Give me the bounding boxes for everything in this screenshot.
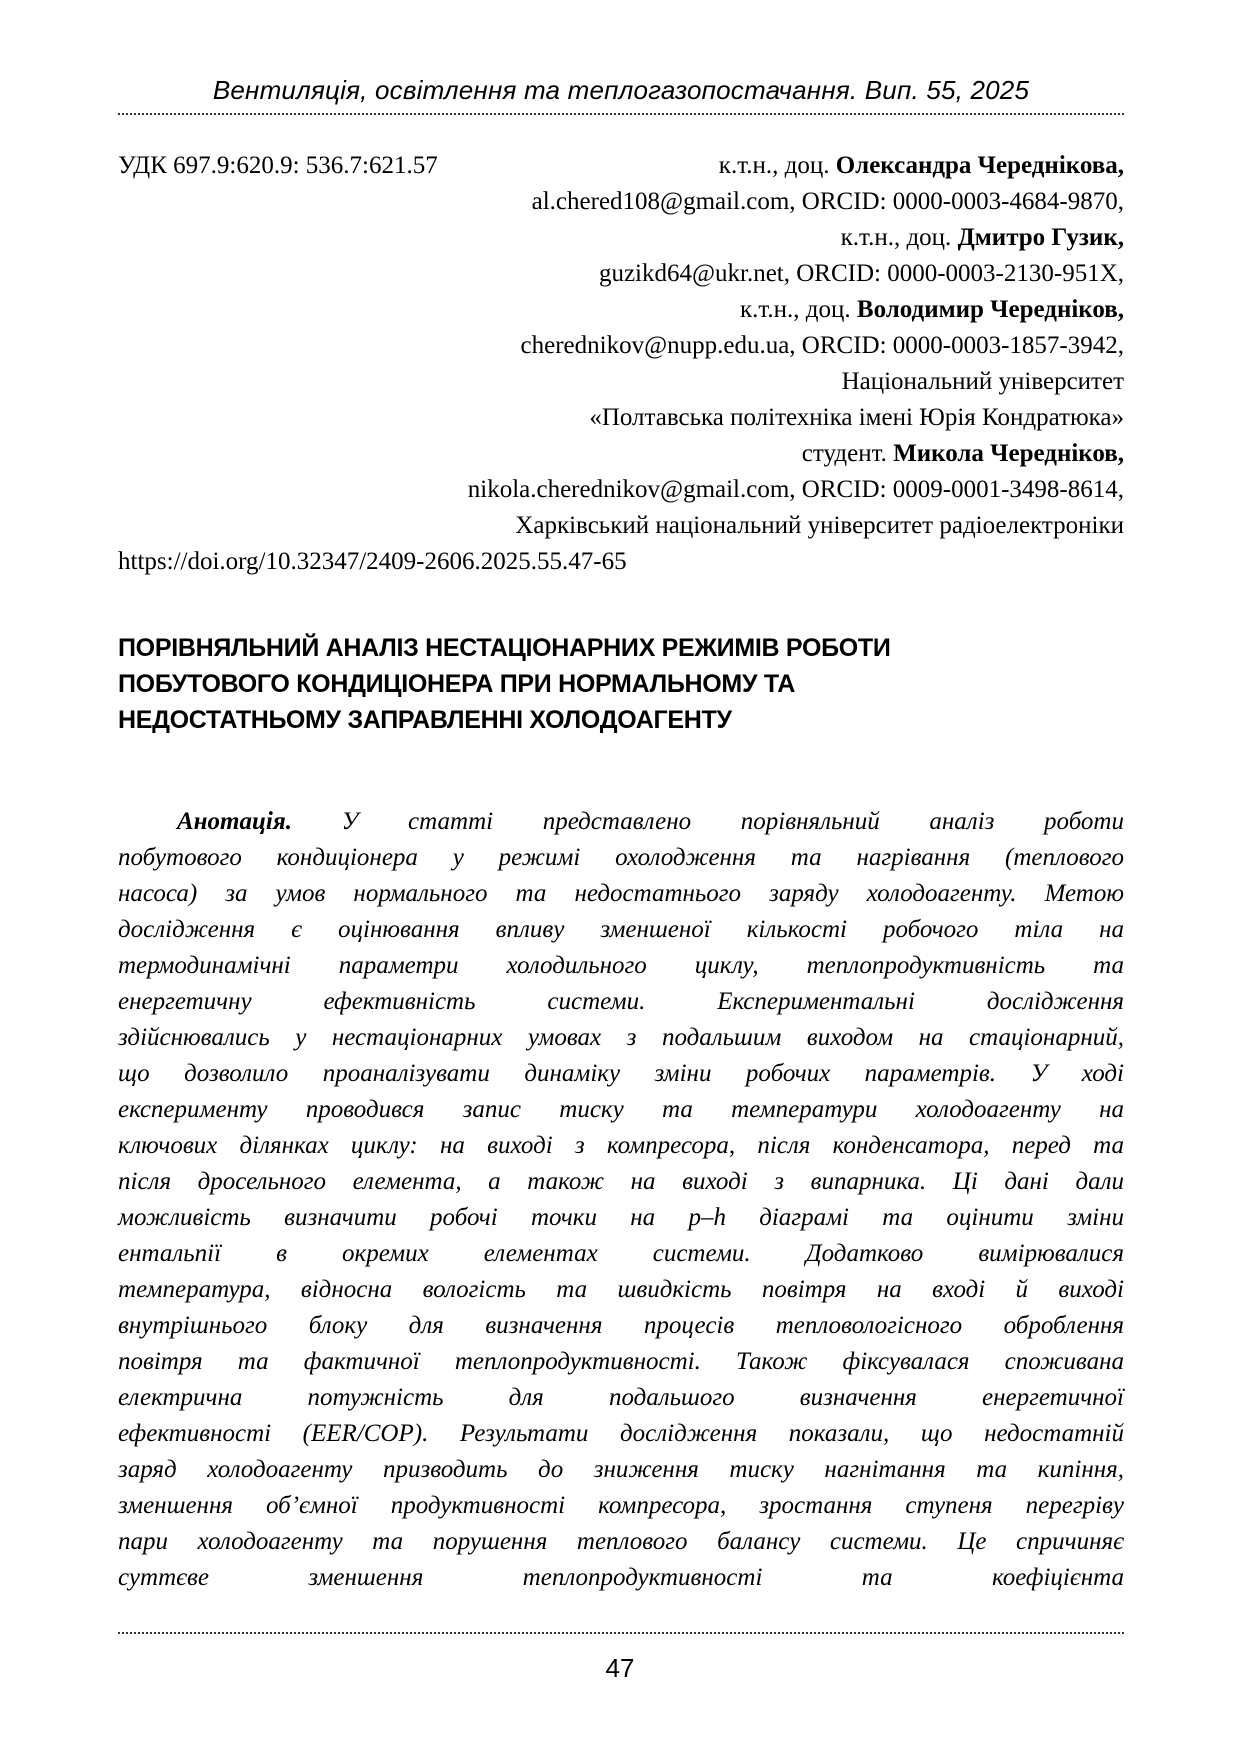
- abstract-line: ентальпії в окремих елементах системи. Додатково вимірювалися: [118, 1240, 1124, 1267]
- abstract-line: ключових ділянках циклу: на виході з компресора, після конденсатора, перед та: [118, 1132, 1124, 1159]
- abstract-line: ефективності (EER/COP). Результати дослідження показали, що недостатній: [118, 1420, 1124, 1447]
- author-line-3: [740, 292, 1124, 328]
- abstract-line: електрична потужність для подальшого визначення енергетичної: [118, 1384, 1124, 1411]
- author-line-4: [802, 436, 1124, 472]
- abstract-line: внутрішнього блоку для визначення процесів тепловологісного оброблення: [118, 1312, 1124, 1339]
- abstract-line: що дозволило проаналізувати динаміку зміни робочих параметрів. У ході: [118, 1060, 1124, 1087]
- author-name: Олександра Череднікова,: [835, 152, 1124, 179]
- author-contact-1[interactable]: al.chered108@gmail.com, ORCID: 0000-0003-4684-9870,: [531, 188, 1124, 215]
- abstract-line: пари холодоагенту та порушення теплового балансу системи. Це спричиняє: [118, 1528, 1124, 1555]
- author-title: к.т.н., доц.: [739, 296, 851, 323]
- abstract-line: повітря та фактичної теплопродуктивності. Також фіксувалася споживана: [118, 1348, 1124, 1375]
- abstract-line: можливість визначити робочі точки на p–h діаграмі та оцінити зміни: [118, 1204, 1124, 1231]
- article-title-line-3: НЕДОСТАТНЬОМУ ЗАПРАВЛЕННІ ХОЛОДОАГЕНТУ: [118, 706, 732, 734]
- abstract-line: температура, відносна вологість та швидкість повітря на вході й виході: [118, 1276, 1124, 1303]
- affiliation-khnure: Харківський національний університет радіоелектроніки: [515, 512, 1124, 539]
- abstract-line: насоса) за умов нормального та недостатнього заряду холодоагенту. Метою: [118, 880, 1124, 907]
- header-divider: [118, 113, 1124, 115]
- author-title: студент.: [801, 440, 887, 467]
- abstract-line: побутового кондиціонера у режимі охолодження та нагрівання (теплового: [118, 844, 1124, 871]
- abstract-line: після дросельного елемента, а також на виході з випарника. Ці дані дали: [118, 1168, 1124, 1195]
- author-line-1: [719, 148, 1124, 184]
- abstract-line: здійснювались у нестаціонарних умовах з подальшим виходом на стаціонарний,: [118, 1024, 1124, 1051]
- abstract-label: Анотація.: [177, 808, 292, 835]
- author-contact-4[interactable]: nikola.cherednikov@gmail.com, ORCID: 0009-0001-3498-8614,: [467, 476, 1124, 503]
- abstract-line: Анотація. У статті представлено порівняльний аналіз роботи: [177, 808, 1124, 835]
- author-line-2: [841, 220, 1124, 256]
- abstract-line: зменшення об’ємної продуктивності компресора, зростання ступеня перегріву: [118, 1492, 1124, 1519]
- article-title-line-2: ПОБУТОВОГО КОНДИЦІОНЕРА ПРИ НОРМАЛЬНОМУ ТА: [118, 670, 795, 698]
- author-name: Микола Чередніков,: [893, 440, 1124, 467]
- author-contact-2[interactable]: guzikd64@ukr.net, ORCID: 0000-0003-2130-951X,: [598, 260, 1124, 287]
- abstract-line: суттєве зменшення теплопродуктивності та коефіцієнта: [118, 1564, 1124, 1591]
- abstract-line: дослідження є оцінювання впливу зменшеної кількості робочого тіла на: [118, 916, 1124, 943]
- article-title-line-1: ПОРІВНЯЛЬНИЙ АНАЛІЗ НЕСТАЦІОНАРНИХ РЕЖИМІВ РОБОТИ: [118, 634, 891, 662]
- author-title: к.т.н., доц.: [718, 152, 830, 179]
- udc-code: УДК 697.9:620.9: 536.7:621.57: [118, 152, 438, 179]
- page-number: 47: [605, 1653, 635, 1683]
- author-name: Володимир Чередніков,: [856, 296, 1124, 323]
- author-name: Дмитро Гузик,: [957, 224, 1124, 251]
- abstract-line: заряд холодоагенту призводить до зниження тиску нагнітання та кипіння,: [118, 1456, 1124, 1483]
- doi-link[interactable]: https://doi.org/10.32347/2409-2606.2025.55.47-65: [118, 548, 627, 575]
- abstract-line: експерименту проводився запис тиску та температури холодоагенту на: [118, 1096, 1124, 1123]
- running-head: Вентиляція, освітлення та теплогазопостачання. Вип. 55, 2025: [212, 75, 1030, 105]
- footer-divider: [118, 1632, 1124, 1634]
- author-contact-3[interactable]: cherednikov@nupp.edu.ua, ORCID: 0000-0003-1857-3942,: [520, 332, 1124, 359]
- author-title: к.т.н., доц.: [840, 224, 952, 251]
- affiliation-nupp-1: Національний університет: [841, 368, 1124, 395]
- abstract-line: термодинамічні параметри холодильного циклу, теплопродуктивність та: [118, 952, 1124, 979]
- abstract-line: енергетичну ефективність системи. Експериментальні дослідження: [118, 988, 1124, 1015]
- affiliation-nupp-2: «Полтавська політехніка імені Юрія Кондратюка»: [589, 404, 1124, 431]
